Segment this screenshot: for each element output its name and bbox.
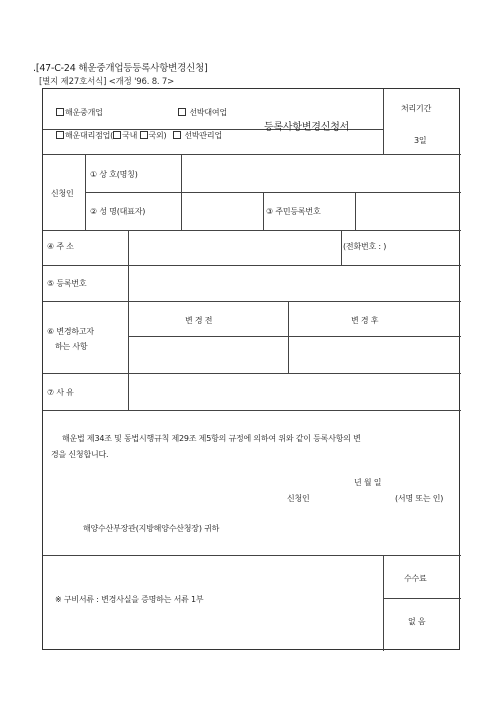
- option-shipping-brokerage[interactable]: 해운중개업: [56, 107, 103, 118]
- fee-value: 없 음: [408, 617, 426, 626]
- recipient-line: 해양수산부장관(지방해양수산청장) 귀하: [83, 524, 220, 533]
- fee-label: 수수료: [404, 574, 427, 583]
- statement-line-2: 경을 신청합니다.: [51, 450, 109, 459]
- checkbox-icon[interactable]: [178, 108, 186, 116]
- representative-name-label: ② 성 명(대표자): [90, 207, 146, 216]
- signer-label: 신청인: [287, 494, 310, 503]
- after-change-header: 변 경 후: [351, 316, 379, 325]
- form-name: 등록사항변경신청서: [264, 122, 350, 133]
- statement-line-1: 해운법 제34조 및 동법시행규칙 제29조 제5항의 규정에 의하여 위와 같이 등록사항의 변: [62, 434, 361, 443]
- registration-number-label: ⑤ 등록번호: [47, 279, 87, 288]
- reason-label: ⑦ 사 유: [47, 388, 74, 397]
- document-title: .[47-C-24 해운중개업등등록사항변경신청]: [33, 63, 208, 74]
- form-number: [별지 제27호서식] <개정 '96. 8. 7>: [39, 77, 175, 87]
- signature-note: (서명 또는 인): [395, 494, 444, 503]
- date-line: 년 월 일: [354, 478, 382, 487]
- processing-period-label: 처리기간: [401, 104, 432, 113]
- phone-label: (전화번호 : ): [343, 242, 387, 251]
- checkbox-icon[interactable]: [56, 108, 64, 116]
- change-items-label: ⑥ 변경하고자: [47, 327, 94, 336]
- option-ship-management[interactable]: 선박관리업: [173, 130, 222, 141]
- checkbox-icon[interactable]: [56, 131, 64, 139]
- option-ship-leasing[interactable]: 선박대여업: [178, 107, 227, 118]
- before-change-header: 변 경 전: [185, 316, 213, 325]
- change-items-label-2: 하는 사항: [55, 342, 88, 351]
- checkbox-icon[interactable]: [140, 131, 148, 139]
- application-form: [42, 88, 460, 650]
- trade-name-label: ① 상 호(명칭): [90, 170, 138, 179]
- applicant-label: 신청인: [51, 189, 74, 198]
- required-documents: ※ 구비서류 : 변경사실을 증명하는 서류 1부: [55, 595, 204, 604]
- resident-number-label: ③ 주민등록번호: [266, 207, 321, 216]
- option-shipping-agency[interactable]: 해운대리점업( 국내 국외): [56, 130, 166, 141]
- checkbox-icon[interactable]: [173, 131, 181, 139]
- processing-period-value: 3일: [414, 136, 427, 145]
- address-label: ④ 주 소: [47, 242, 74, 251]
- checkbox-icon[interactable]: [113, 131, 121, 139]
